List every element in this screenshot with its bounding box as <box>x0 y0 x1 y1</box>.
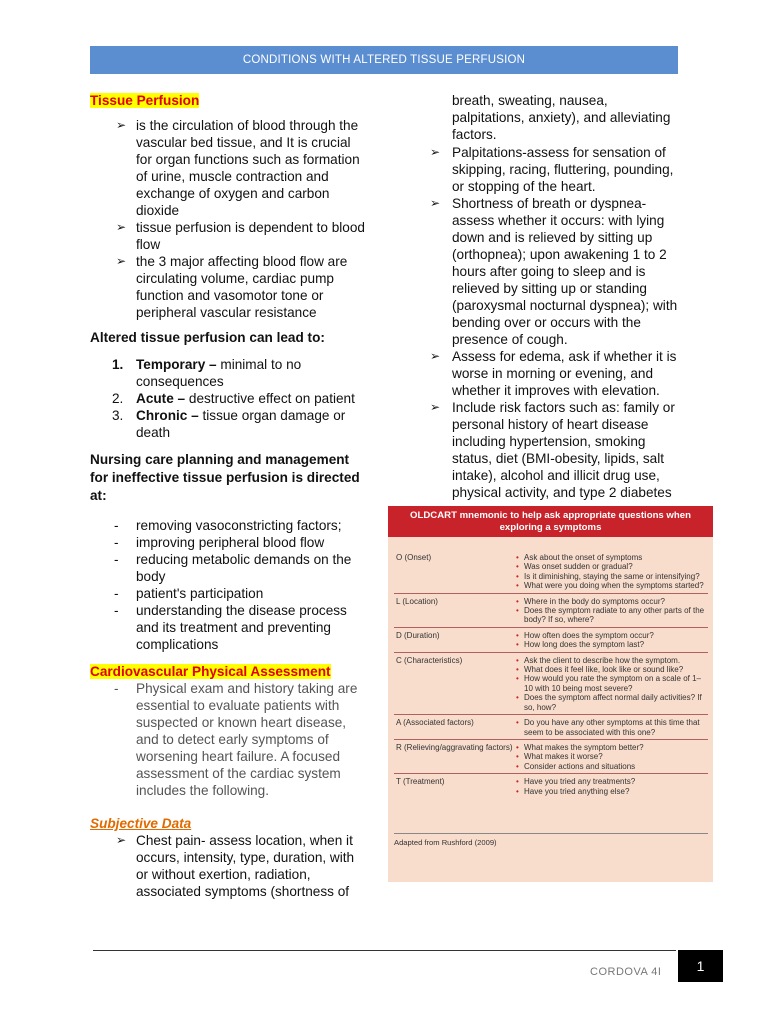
list-item-text: Physical exam and history taking are essential to evaluate patients with suspected or known heart disease, and to detect early symptoms of worsening heart failure. A focused assessment of the cardiac system includes the following. <box>136 681 358 798</box>
table-row-label: T (Treatment) <box>396 777 445 787</box>
table-row-questions <box>514 631 708 650</box>
dash-bullet: - <box>114 535 119 550</box>
dash-bullet: - <box>114 681 119 696</box>
question-item: • What does it feel like, look like or sound like? <box>514 665 708 674</box>
question-item: • How often does the symptom occur? <box>514 631 708 640</box>
list-item-text: understanding the disease process and its treatment and preventing complications <box>136 603 347 652</box>
arrow-bullet-icon: ➢ <box>430 145 441 159</box>
question-item: • Does the symptom radiate to any other parts of the body? If so, where? <box>514 606 708 625</box>
table-row-questions <box>514 743 708 771</box>
continuation-text: breath, sweating, nausea, palpitations, anxiety), and alleviating factors. <box>452 93 671 142</box>
question-item: • Ask the client to describe how the symptom. <box>514 656 708 665</box>
oldcart-title: OLDCART mnemonic to help ask appropriate questions when exploring a symptoms <box>388 506 713 537</box>
question-item: • How would you rate the symptom on a scale of 1–10 with 10 being most severe? <box>514 674 708 693</box>
list-term: Chronic – <box>136 408 199 423</box>
table-row <box>394 594 708 628</box>
list-item <box>90 534 365 551</box>
nursing-care-heading: Nursing care planning and management for ineffective tissue perfusion is directed at: <box>90 452 360 503</box>
table-row-questions <box>514 597 708 625</box>
cardio-assessment-heading: Cardiovascular Physical Assessment <box>90 664 331 679</box>
cardio-assessment-list <box>90 680 365 799</box>
list-item <box>90 407 365 441</box>
table-row-label: A (Associated factors) <box>396 718 474 728</box>
arrow-bullet-icon: ➢ <box>116 118 127 132</box>
list-number: 3. <box>112 408 124 423</box>
list-item-text: patient's participation <box>136 586 264 601</box>
question-item: • Does the symptom affect normal daily activities? If so, how? <box>514 693 708 712</box>
table-row <box>394 740 708 774</box>
table-row <box>394 715 708 740</box>
tissue-perfusion-heading: Tissue Perfusion <box>90 93 200 108</box>
question-item: • Ask about the onset of symptoms <box>514 553 708 562</box>
subjective-data-list <box>90 832 365 900</box>
list-item-text: Chest pain- assess location, when it occurs, intensity, type, duration, with or without exertion, radiation, associated symptoms (shortness of <box>136 833 355 899</box>
question-item: • Do you have any other symptoms at this time that seem to be associated with this one? <box>514 718 708 737</box>
list-item <box>90 390 365 407</box>
list-item <box>90 117 365 219</box>
table-row <box>394 653 708 715</box>
left-column <box>90 92 365 900</box>
right-column <box>430 92 680 501</box>
altered-perfusion-heading: Altered tissue perfusion can lead to: <box>90 330 325 345</box>
altered-perfusion-list <box>90 356 365 441</box>
tissue-perfusion-list <box>90 117 365 321</box>
list-item-text: improving peripheral blood flow <box>136 535 325 550</box>
dash-bullet: - <box>114 586 119 601</box>
list-item <box>90 680 365 799</box>
table-row <box>394 774 708 798</box>
table-row-label: R (Relieving/aggravating factors) <box>396 742 513 752</box>
list-number: 1. <box>112 357 124 372</box>
arrow-bullet-icon: ➢ <box>430 196 441 210</box>
list-item-text: is the circulation of blood through the vascular bed tissue, and It is crucial for organ functions such as formation of urine, muscle contraction and exchange of oxygen and carbon dioxide <box>136 118 360 218</box>
list-desc: destructive effect on patient <box>185 391 355 406</box>
question-item: • Where in the body do symptoms occur? <box>514 597 708 606</box>
page-number: 1 <box>678 950 723 982</box>
list-item <box>430 348 680 399</box>
list-desc: tissue organ damage or death <box>136 408 346 440</box>
list-item-text: tissue perfusion is dependent to blood flow <box>136 220 365 252</box>
list-term: Temporary – <box>136 357 217 372</box>
oldcart-table <box>394 550 708 798</box>
list-item <box>90 219 365 253</box>
question-item: • Consider actions and situations <box>514 762 708 771</box>
list-item-text: the 3 major affecting blood flow are circulating volume, cardiac pump function and vasomotor tone or peripheral vascular resistance <box>136 254 348 320</box>
table-row-questions <box>514 777 708 796</box>
table-row-questions <box>514 553 708 591</box>
question-item: • Have you tried anything else? <box>514 787 708 796</box>
list-term: Acute – <box>136 391 186 406</box>
list-item <box>430 399 680 501</box>
arrow-bullet-icon: ➢ <box>430 400 441 414</box>
table-row-questions <box>514 656 708 712</box>
table-row-label: O (Onset) <box>396 553 432 562</box>
list-item <box>430 144 680 195</box>
list-item <box>90 356 365 390</box>
list-item <box>90 253 365 321</box>
page-header-title: CONDITIONS WITH ALTERED TISSUE PERFUSION <box>242 54 526 66</box>
list-item-text: Palpitations-assess for sensation of skipping, racing, fluttering, pounding, or stopping of the heart. <box>452 145 674 194</box>
question-item: • What were you doing when the symptoms started? <box>514 581 708 590</box>
table-row-label: D (Duration) <box>396 630 440 640</box>
list-item-text: Shortness of breath or dyspnea- assess whether it occurs: with lying down and is relieved by sitting up (orthopnea); upon awakening 1 to 2 hours after going to sleep and is relieved by sitting up or standing (paroxysmal nocturnal dyspnea); with bending over or occurs with the presence of cough. <box>452 196 678 347</box>
list-item <box>90 602 365 653</box>
table-row-label: L (Location) <box>396 596 438 606</box>
oldcart-footnote: Adapted from Rushford (2009) <box>394 833 708 847</box>
arrow-bullet-icon: ➢ <box>430 349 441 363</box>
list-item <box>90 551 365 585</box>
footer-author: CORDOVA 4I <box>590 966 662 978</box>
table-row <box>394 550 708 594</box>
nursing-care-list <box>90 517 365 653</box>
question-item: • How long does the symptom last? <box>514 640 708 649</box>
list-number: 2. <box>112 391 124 406</box>
page-header-bar <box>90 46 678 74</box>
list-item-text: Include risk factors such as: family or personal history of heart disease including hypertension, smoking status, diet (BMI-obesity, lipids, salt intake), alcohol and illicit drug use, physical activity, and type 2 diabetes <box>452 400 675 500</box>
question-item: • What makes the symptom better? <box>514 743 708 752</box>
table-row <box>394 628 708 653</box>
question-item: • Was onset sudden or gradual? <box>514 562 708 571</box>
arrow-bullet-icon: ➢ <box>116 220 127 234</box>
list-item <box>430 195 680 348</box>
table-row-label: C (Characteristics) <box>396 655 463 665</box>
list-item-text: removing vasoconstricting factors; <box>136 518 342 533</box>
footer-divider <box>93 950 676 951</box>
table-row-questions <box>514 718 708 737</box>
arrow-bullet-icon: ➢ <box>116 833 127 847</box>
list-desc: minimal to no consequences <box>136 357 302 389</box>
list-item-text: reducing metabolic demands on the body <box>136 552 352 584</box>
dash-bullet: - <box>114 603 119 618</box>
subjective-data-heading: Subjective Data <box>90 816 192 831</box>
list-item <box>90 832 365 900</box>
list-item <box>90 585 365 602</box>
oldcart-table-figure <box>388 506 713 882</box>
dash-bullet: - <box>114 518 119 533</box>
list-item <box>90 517 365 534</box>
list-item-text: Assess for edema, ask if whether it is worse in morning or evening, and whether it improves with elevation. <box>452 349 677 398</box>
assessment-list <box>430 144 680 501</box>
arrow-bullet-icon: ➢ <box>116 254 127 268</box>
question-item: • Have you tried any treatments? <box>514 777 708 786</box>
dash-bullet: - <box>114 552 119 567</box>
question-item: • Is it diminishing, staying the same or intensifying? <box>514 572 708 581</box>
question-item: • What makes it worse? <box>514 752 708 761</box>
